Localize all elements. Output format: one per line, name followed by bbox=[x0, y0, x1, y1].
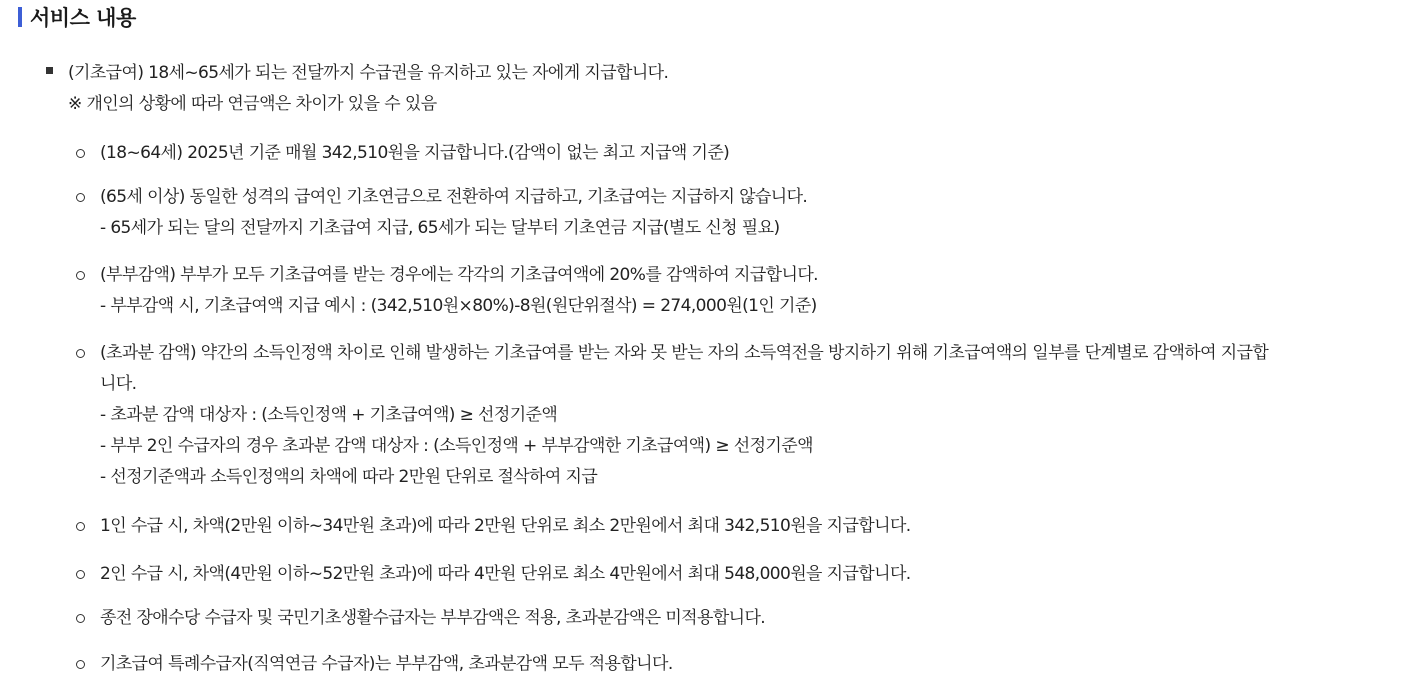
sub-item-text bbox=[100, 260, 1390, 322]
main-item-text bbox=[68, 58, 668, 120]
sub-item-line: - 65세가 되는 달의 전달까지 기초급여 지급, 65세가 되는 달부터 기초연금 지급(별도 신청 필요) bbox=[100, 218, 780, 238]
sub-item-line: (65세 이상) 동일한 성격의 급여인 기초연금으로 전환하여 지급하고, 기초급여는 지급하지 않습니다. bbox=[100, 187, 808, 207]
sub-item-text bbox=[100, 182, 1390, 244]
sub-item-line: - 초과분 감액 대상자 : (소득인정액 + 기초급여액) ≥ 선정기준액 bbox=[100, 405, 558, 425]
sub-item-line: (초과분 감액) 약간의 소득인정액 차이로 인해 발생하는 기초급여를 받는 자와 못 받는 자의 소득역전을 방지하기 위해 기초급여액의 일부를 단계별로 감액하여 지급합 bbox=[100, 343, 1269, 363]
circle-bullet-icon bbox=[76, 193, 85, 202]
circle-bullet-icon bbox=[76, 614, 85, 623]
circle-bullet-icon bbox=[76, 660, 85, 669]
circle-bullet-icon bbox=[76, 349, 85, 358]
sub-item-line: 2인 수급 시, 차액(4만원 이하~52만원 초과)에 따라 4만원 단위로 최소 4만원에서 최대 548,000원을 지급합니다. bbox=[100, 564, 911, 584]
sub-item-text bbox=[100, 559, 1390, 590]
sub-item-line: (18~64세) 2025년 기준 매월 342,510원을 지급합니다.(감액이 없는 최고 지급액 기준) bbox=[100, 143, 730, 163]
sub-item-line: 종전 장애수당 수급자 및 국민기초생활수급자는 부부감액은 적용, 초과분감액은 미적용합니다. bbox=[100, 608, 766, 628]
circle-bullet-icon bbox=[76, 522, 85, 531]
sub-item-text bbox=[100, 649, 1390, 680]
sub-item-line: (부부감액) 부부가 모두 기초급여를 받는 경우에는 각각의 기초급여액에 20%를 감액하여 지급합니다. bbox=[100, 265, 818, 285]
sub-item-text bbox=[100, 603, 1390, 634]
sub-item-text bbox=[100, 511, 1390, 542]
circle-bullet-icon bbox=[76, 149, 85, 158]
title-accent-bar bbox=[18, 7, 22, 27]
sub-item-text bbox=[100, 338, 1390, 493]
section-title-text: 서비스 내용 bbox=[30, 6, 136, 30]
circle-bullet-icon bbox=[76, 570, 85, 579]
section-title bbox=[18, 2, 136, 32]
main-item-note: ※ 개인의 상황에 따라 연금액은 차이가 있을 수 있음 bbox=[68, 94, 437, 114]
sub-item-line: - 선정기준액과 소득인정액의 차액에 따라 2만원 단위로 절삭하여 지급 bbox=[100, 467, 598, 487]
sub-item-text bbox=[100, 138, 1390, 169]
sub-item-line: 니다. bbox=[100, 374, 137, 394]
square-bullet-icon bbox=[46, 67, 53, 74]
circle-bullet-icon bbox=[76, 271, 85, 280]
sub-item-line: - 부부 2인 수급자의 경우 초과분 감액 대상자 : (소득인정액 + 부부감액한 기초급여액) ≥ 선정기준액 bbox=[100, 436, 813, 456]
main-item-line: (기초급여) 18세~65세가 되는 전달까지 수급권을 유지하고 있는 자에게 지급합니다. bbox=[68, 63, 669, 83]
sub-item-line: 기초급여 특례수급자(직역연금 수급자)는 부부감액, 초과분감액 모두 적용합니다. bbox=[100, 654, 673, 674]
sub-item-line: 1인 수급 시, 차액(2만원 이하~34만원 초과)에 따라 2만원 단위로 최소 2만원에서 최대 342,510원을 지급합니다. bbox=[100, 516, 911, 536]
sub-item-line: - 부부감액 시, 기초급여액 지급 예시 : (342,510원×80%)-8원(원단위절삭) = 274,000원(1인 기준) bbox=[100, 296, 817, 316]
